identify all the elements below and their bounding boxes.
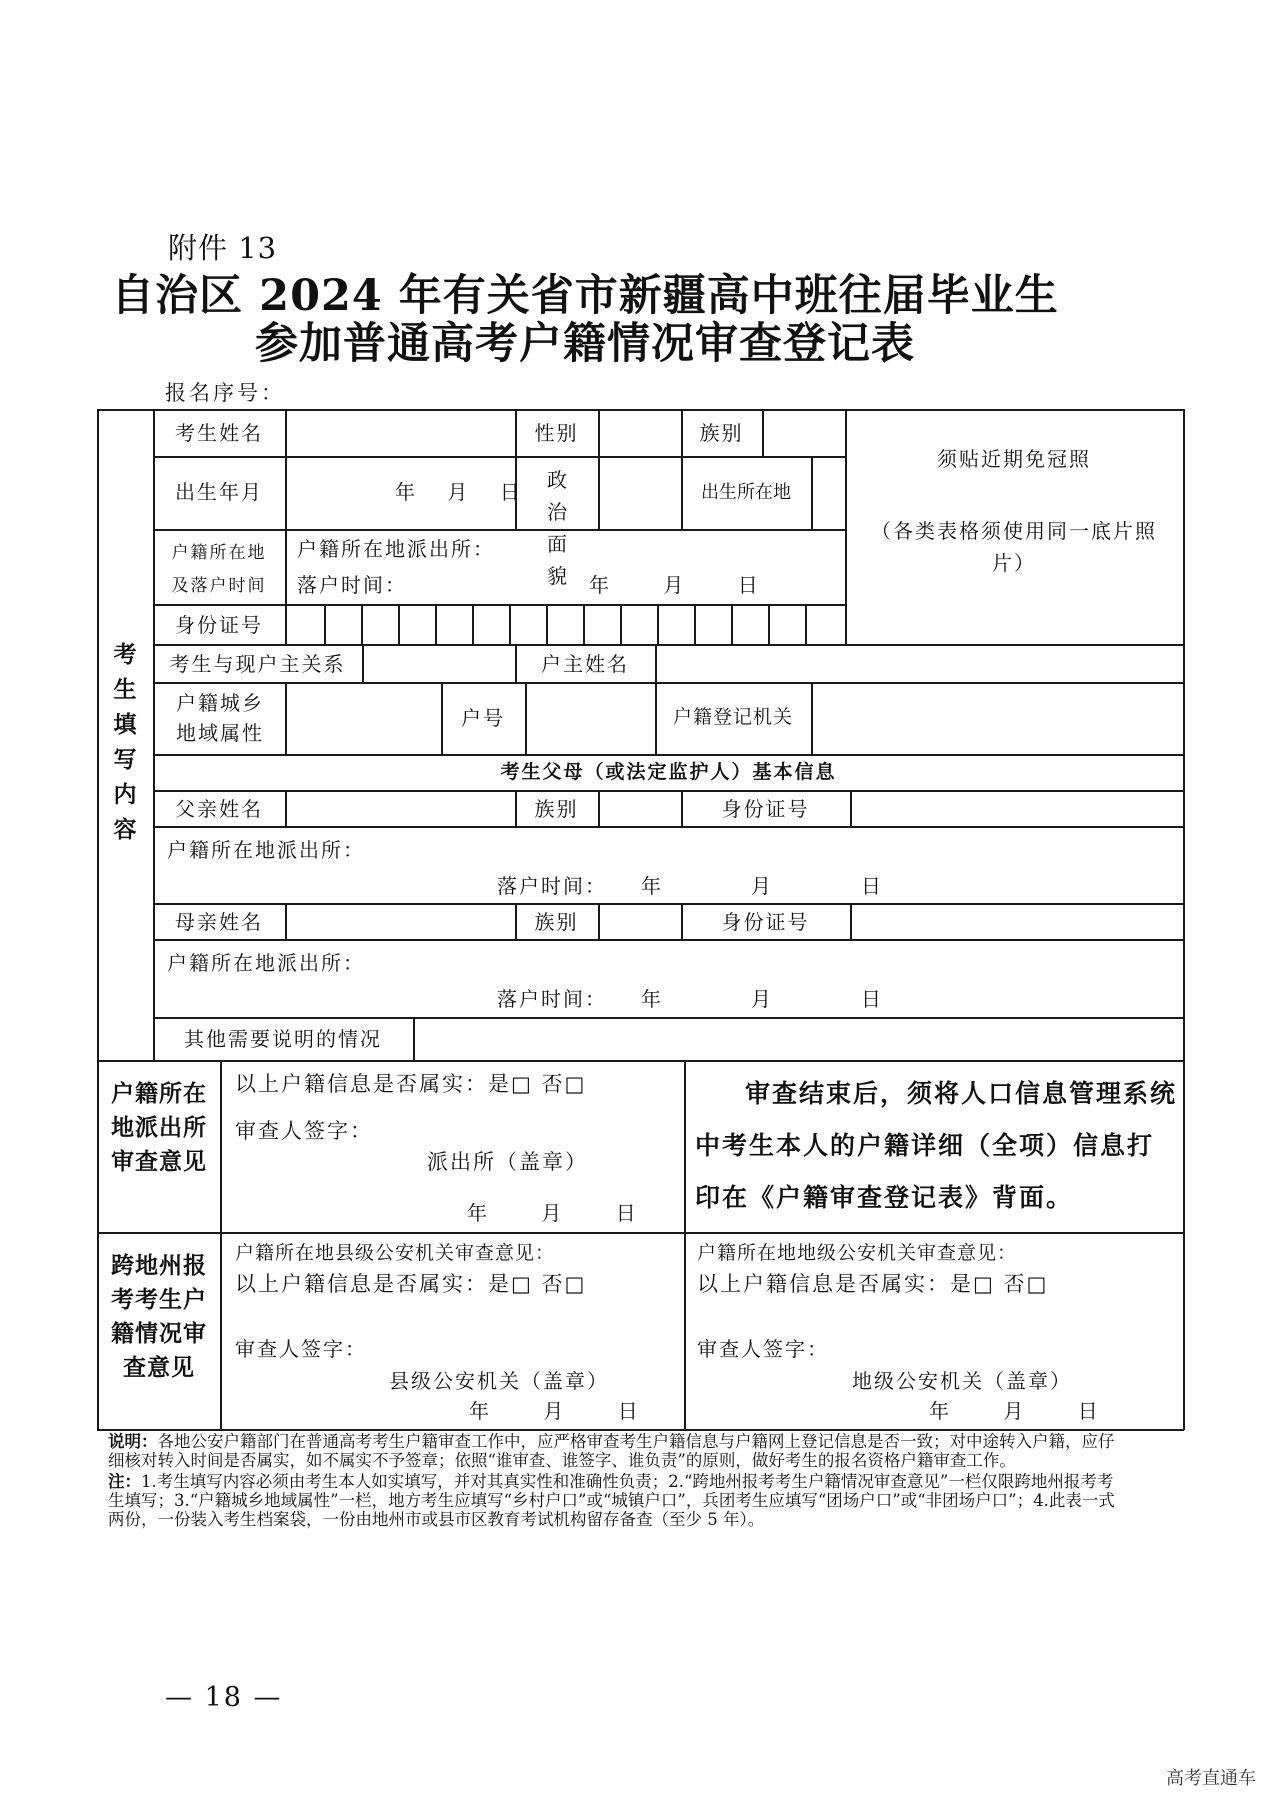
hukou-number-label: 户号 (461, 706, 505, 730)
explain-label: 说明： (108, 1432, 158, 1451)
settle-time-label: 落户时间： (297, 573, 407, 597)
prefecture-review-date: 年 月 日 (929, 1399, 1100, 1423)
note-text: 1.考生填写内容必须由考生本人如实填写，并对其真实性和准确性负责；2.“跨地州报考考生户籍情况审查意见”一栏仅限跨地州报考考生填写；3.“户籍城乡地域属性”一栏，地方考生应填写“乡村户口”或“城镇户口”，兵团考生应填写“团场户口”或“非团场户口”；4.此表一式两份，一份装入考生档案袋，一份由地州市或县市区教育考试机构留存备查（至少 5 年）。 (108, 1472, 1115, 1529)
attachment-label: 附件 13 (168, 231, 278, 265)
county-verify-question: 以上户籍信息是否属实：是□ 否□ (235, 1272, 587, 1296)
mother-station-label: 户籍所在地派出所： (167, 951, 365, 975)
county-reviewer-signature: 审查人签字： (235, 1337, 367, 1361)
urban-rural-label: 户籍城乡地域属性 (176, 691, 264, 745)
birth-label: 出生年月 (175, 480, 263, 504)
police-station-stamp: 派出所（盖章） (427, 1150, 588, 1174)
note-label: 注： (108, 1472, 141, 1491)
registration-office-label: 户籍登记机关 (672, 706, 793, 728)
section-police-review-label: 户籍所在地派出所审查意见 (111, 1080, 207, 1175)
police-verify-question: 以上户籍信息是否属实：是□ 否□ (235, 1072, 587, 1096)
gender-label: 性别 (534, 421, 579, 445)
watermark: 高考直通车 (1166, 1768, 1256, 1789)
mother-id-label: 身份证号 (721, 910, 810, 934)
political-label: 政治面貌 (547, 468, 569, 588)
notes-block (108, 1432, 1128, 1529)
county-review-title: 户籍所在地县级公安机关审查意见： (235, 1242, 556, 1264)
id-number-label: 身份证号 (175, 613, 263, 637)
police-station-label: 户籍所在地派出所： (297, 537, 495, 561)
prefecture-review-title: 户籍所在地地级公安机关审查意见： (697, 1242, 1018, 1264)
section-cross-region-review-label: 跨地州报考考生户籍情况审查意见 (111, 1252, 207, 1381)
photo-instruction: 须贴近期免冠照 (937, 447, 1091, 471)
parents-section-header: 考生父母（或法定监护人）基本信息 (500, 761, 837, 783)
father-id-label: 身份证号 (721, 797, 810, 821)
birthplace-label: 出生所在地 (701, 482, 791, 503)
father-station-label: 户籍所在地派出所： (167, 838, 365, 862)
section-applicant-label: 考生填写内容 (113, 641, 137, 843)
ethnicity-label: 族别 (699, 421, 744, 445)
mother-settle-label: 落户时间： 年 月 日 (497, 987, 883, 1011)
birth-date-format: 年 月 日 (395, 480, 522, 504)
county-review-date: 年 月 日 (469, 1399, 640, 1423)
title-line-2: 参加普通高考户籍情况审查登记表 (255, 319, 915, 369)
mother-ethnicity-label: 族别 (534, 910, 579, 934)
page-number: — 18 — (165, 1682, 283, 1713)
relation-label: 考生与现户主关系 (169, 652, 346, 676)
photo-note: （各类表格须使用同一底片照片） (871, 519, 1157, 575)
hukou-location-label: 户籍所在地及落户时间 (171, 543, 267, 596)
prefecture-verify-question: 以上户籍信息是否属实：是□ 否□ (697, 1272, 1049, 1296)
county-stamp: 县级公安机关（盖章） (389, 1369, 609, 1393)
father-settle-label: 落户时间： 年 月 日 (497, 874, 883, 898)
title-line-1: 自治区 2024 年有关省市新疆高中班往届毕业生 (111, 271, 1059, 321)
settle-date-format: 年 月 日 (589, 573, 760, 597)
review-notice: 审查结束后，须将人口信息管理系统中考生本人的户籍详细（全项）信息打印在《户籍审查登记表》背面。 (695, 1079, 1178, 1212)
prefecture-stamp: 地级公安机关（盖章） (852, 1369, 1072, 1393)
father-name-label: 父亲姓名 (175, 797, 263, 821)
police-reviewer-signature: 审查人签字： (235, 1119, 373, 1143)
serial-number-label: 报名序号： (165, 381, 285, 405)
mother-name-label: 母亲姓名 (175, 910, 263, 934)
explain-text: 各地公安户籍部门在普通高考考生户籍审查工作中，应严格审查考生户籍信息与户籍网上登记信息是否一致；对中途转入户籍，应仔细核对转入时间是否属实，如不属实不予签章；依照“谁审查、谁签字、谁负责”的原则，做好考生的报名资格户籍审查工作。 (108, 1432, 1115, 1470)
other-info-label: 其他需要说明的情况 (184, 1027, 382, 1051)
father-ethnicity-label: 族别 (534, 797, 579, 821)
registration-form-table (97, 409, 1184, 1430)
prefecture-reviewer-signature: 审查人签字： (697, 1337, 829, 1361)
head-name-label: 户主姓名 (541, 652, 629, 676)
name-label: 考生姓名 (175, 421, 263, 445)
police-review-date: 年 月 日 (467, 1201, 638, 1225)
